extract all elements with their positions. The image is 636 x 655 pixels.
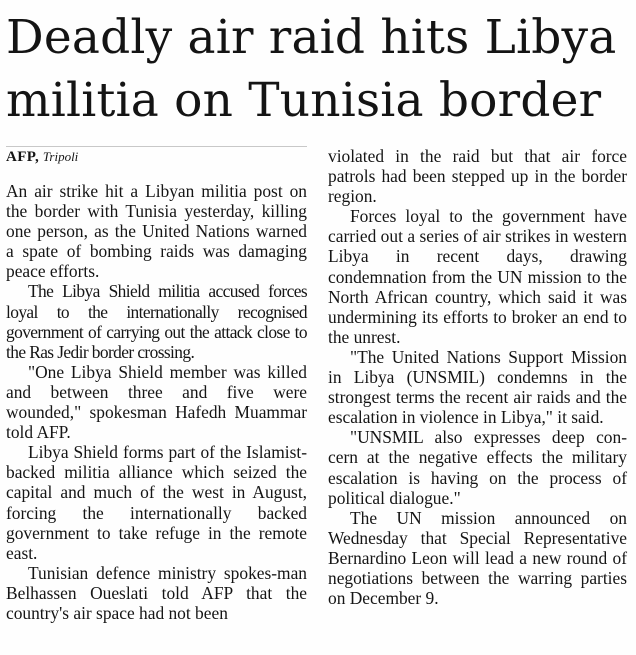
- byline: [6, 146, 307, 171]
- byline-agency: AFP,: [6, 149, 40, 165]
- left-column: [6, 146, 307, 623]
- paragraph-2: The Libya Shield militia accused forces loyal to the internationally recognised government of carrying out the attack close to the Ras Jedir border crossing.: [6, 281, 307, 362]
- paragraph-5: Tunisian defence ministry spokes-man Belhassen Oueslati told AFP that the country's air space had not been: [6, 562, 307, 623]
- paragraph-1: An air strike hit a Libyan militia post on the border with Tunisia yesterday, killing one person, as the United Nations warned a spate of bombing raids was damaging peace efforts.: [6, 181, 307, 282]
- right-column: [328, 146, 627, 608]
- paragraph-6: Forces loyal to the government have carried out a series of air strikes in western Libya in recent days, drawing condemnation from the UN mission to the North African country, which said it was undermining its efforts to broker an end to the unrest.: [328, 206, 627, 347]
- headline: [6, 6, 630, 132]
- paragraph-7: "The United Nations Support Mission in Libya (UNSMIL) condemns in the strongest terms the recent air raids and the escalation in violence in Libya," it said.: [328, 346, 627, 428]
- headline-line-2: militia on Tunisia border: [6, 73, 602, 128]
- paragraph-3: "One Libya Shield member was killed and between three and five were wounded," spokesman Hafedh Muammar told AFP.: [6, 361, 307, 443]
- paragraph-9: The UN mission announced on Wednesday that Special Representative Bernardino Leon will lead a new round of negotiations between the warring parties on December 9.: [328, 507, 627, 609]
- paragraph-4: Libya Shield forms part of the Islamist-backed militia alliance which seized the capital and much of the west in August, forcing the internationally backed government to take refuge in the remote east.: [6, 442, 307, 563]
- paragraph-8: "UNSMIL also expresses deep con-cern at the negative effects the military escalation is having on the process of political dialogue.": [328, 427, 627, 508]
- paragraph-5-continued: violated in the raid but that air force patrols had been stepped up in the border region.: [328, 146, 627, 207]
- byline-location: Tripoli: [42, 149, 79, 164]
- headline-line-1: Deadly air raid hits Libya: [6, 10, 617, 65]
